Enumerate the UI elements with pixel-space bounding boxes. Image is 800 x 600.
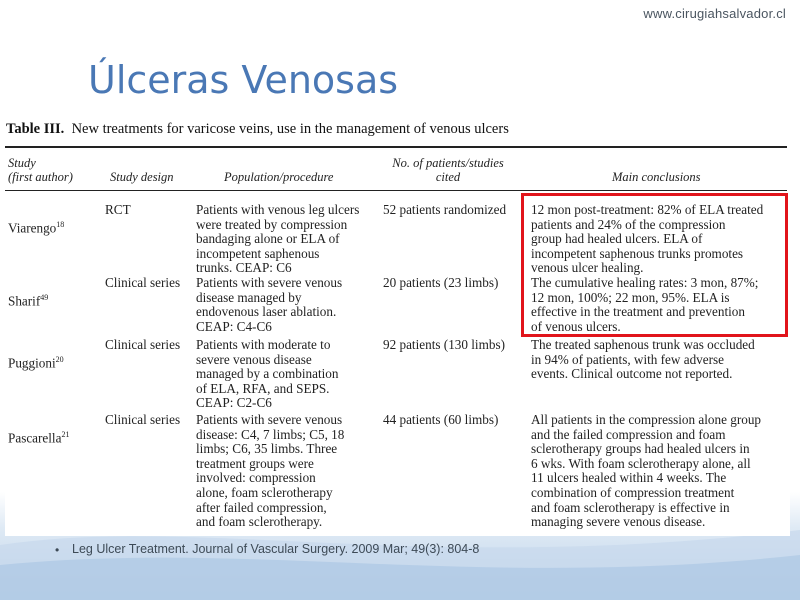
table-row-patients: 92 patients (130 limbs) bbox=[383, 337, 505, 352]
table-row-conclusions: All patients in the compression alone group and the failed compression and foam sclerotherapy groups had healed ulcers in 6 wks. With foam sclerotherapy alone, all 11 ulcers healed within 4 weeks. The combination of compression treatment and foam sclerotherapy is effective in managing severe venous disease. bbox=[531, 412, 762, 530]
table-row-design: RCT bbox=[105, 202, 131, 217]
table-row-conclusions: The treated saphenous trunk was occluded in 94% of patients, with few adverse events. Clinical outcome not reported. bbox=[531, 337, 755, 382]
reference-citation: Leg Ulcer Treatment. Journal of Vascular Surgery. 2009 Mar; 49(3): 804-8 bbox=[72, 542, 480, 556]
table-top-rule bbox=[5, 146, 787, 148]
header-patients: No. of patients/studies cited bbox=[392, 156, 504, 184]
table-row-patients: 52 patients randomized bbox=[383, 202, 507, 217]
table-row-population: Patients with severe venous disease: C4, 7 limbs; C5, 18 limbs; C6, 35 limbs. Three treatment groups were involved: compression alone, foam sclerotherapy after failed compression, and foam sclerotherapy. bbox=[196, 412, 345, 530]
table-row-study: Pascarella$^{21}$ bbox=[8, 429, 70, 445]
header-conclusions: Main conclusions bbox=[612, 170, 701, 184]
table-row-design: Clinical series bbox=[105, 412, 181, 427]
table-row-conclusions: The cumulative healing rates: 3 mon, 87%; 12 mon, 100%; 22 mon, 95%. ELA is effective in the treatment and prevention of venous ulcers. bbox=[531, 275, 759, 334]
bullet-icon: • bbox=[55, 543, 60, 557]
table-row-population: Patients with severe venous disease managed by endovenous laser ablation. CEAP: C4-C6 bbox=[196, 275, 343, 334]
table-row-study: Puggioni$^{20}$ bbox=[8, 354, 64, 370]
table-row-study: Sharif$^{49}$ bbox=[8, 292, 49, 308]
slide-title: Úlceras Venosas bbox=[88, 58, 399, 102]
table-row-design: Clinical series bbox=[105, 275, 181, 290]
header-population: Population/procedure bbox=[224, 170, 334, 184]
table-caption-number: Table III. bbox=[6, 121, 65, 137]
table-row-patients: 44 patients (60 limbs) bbox=[383, 412, 499, 427]
table-caption bbox=[6, 121, 509, 138]
table-row-population: Patients with moderate to severe venous disease managed by a combination of ELA, RFA, and SEPS. CEAP: C2-C6 bbox=[196, 337, 339, 411]
header-study: Study (first author) bbox=[8, 156, 73, 184]
header-design: Study design bbox=[110, 170, 174, 184]
table-row-patients: 20 patients (23 limbs) bbox=[383, 275, 499, 290]
highlight-box bbox=[521, 193, 788, 337]
table-row-study: Viarengo$^{18}$ bbox=[8, 219, 65, 235]
table-row-conclusions: 12 mon post-treatment: 82% of ELA treated patients and 24% of the compression group had healed ulcers. ELA of incompetent saphenous trunks promotes venous ulcer healing. bbox=[531, 202, 764, 276]
website-url: www.cirugiahsalvador.cl bbox=[643, 6, 786, 21]
table-caption-text: New treatments for varicose veins, use in the management of venous ulcers bbox=[71, 121, 509, 137]
table-row-population: Patients with venous leg ulcers were treated by compression bandaging alone or ELA of incompetent saphenous trunks. CEAP: C6 bbox=[196, 202, 360, 276]
table-row-design: Clinical series bbox=[105, 337, 181, 352]
table-header-rule bbox=[5, 190, 787, 191]
